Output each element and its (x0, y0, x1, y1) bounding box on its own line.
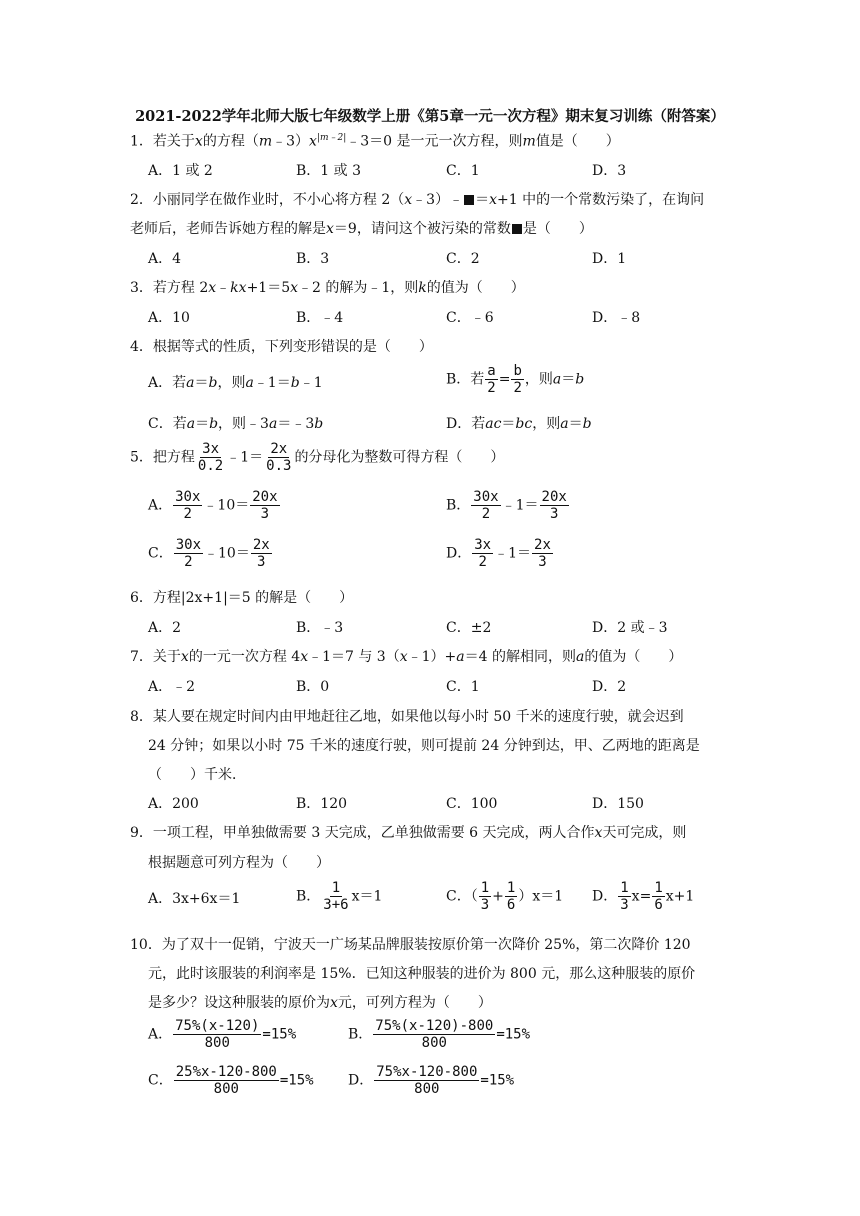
denominator: 0.2 (197, 458, 224, 474)
var: b (314, 416, 324, 432)
question-6-stem: 6．方程|2x+1|＝5 的解是（ ） (130, 590, 354, 606)
var: a (560, 416, 569, 432)
q5-option-b (446, 489, 570, 522)
q2-option-c: C．2 (446, 251, 480, 267)
q9-option-b (296, 880, 382, 913)
fraction (479, 880, 491, 913)
text: ﹣10＝ (204, 545, 250, 562)
question-2-stem-line1 (130, 189, 704, 209)
question-8-stem-line2: 24 分钟；如果以小时 75 千米的速度行驶，则可提前 24 分钟到达，甲、乙两地的距离是 (148, 738, 700, 754)
var: x (300, 649, 309, 665)
numerator: 1 (620, 880, 629, 896)
exponent: |m﹣2| (316, 133, 347, 143)
q8-option-c: C．100 (446, 796, 498, 812)
fraction (321, 880, 350, 913)
numerator: b (513, 363, 522, 379)
denominator: 2 (481, 506, 491, 522)
text: ，则 (217, 375, 246, 391)
var: b (575, 371, 585, 388)
fraction (485, 363, 497, 396)
text: + (492, 888, 504, 905)
denominator: 2 (478, 554, 487, 570)
var: x (309, 133, 317, 150)
fraction (471, 489, 500, 522)
numerator: 1 (506, 880, 516, 896)
q6-option-b: B．﹣3 (296, 620, 344, 636)
q4-option-b (446, 363, 584, 396)
q10-option-d (348, 1064, 514, 1097)
numerator: 2x (534, 537, 551, 553)
text: ﹣3＝0 是一元一次方程，则 (346, 133, 523, 150)
fraction (373, 1018, 495, 1051)
text: 是（ ） (522, 221, 593, 237)
denominator: 3 (620, 897, 629, 913)
q5-option-c (148, 537, 273, 570)
text: B． (348, 1026, 373, 1043)
denominator: 2 (184, 554, 193, 570)
q5-option-d (446, 537, 554, 570)
text: 的值为（ ） (584, 649, 683, 665)
var: m (258, 133, 273, 150)
question-10-stem-line2: 元，此时该服装的利润率是 15%．已知这种服装的进价为 800 元，那么这种服装的原价 (148, 966, 696, 982)
fraction (174, 1064, 279, 1097)
q6-option-c: C．±2 (446, 620, 492, 636)
fraction (505, 880, 517, 913)
text: D． (348, 1072, 374, 1089)
text: 的值为（ ） (426, 280, 525, 296)
numerator: 2x (252, 537, 270, 553)
q2-option-d: D．1 (592, 251, 627, 267)
question-8-stem-line3: （ ）千米． (148, 767, 246, 783)
var: k (418, 280, 427, 296)
text: 值是（ ） (535, 133, 620, 150)
question-2-stem-line2 (130, 218, 593, 238)
text: B． (446, 497, 471, 514)
fraction (511, 363, 523, 396)
q4-option-a (148, 372, 323, 392)
denominator: 3 (260, 506, 270, 522)
smudge-square-icon (512, 224, 522, 234)
text: ﹣ (216, 280, 231, 296)
var: x (594, 825, 603, 841)
text: ，则 (524, 371, 553, 388)
var: b (582, 416, 592, 432)
text: =15% (480, 1072, 515, 1089)
q7-option-d: D．2 (592, 679, 627, 695)
q10-option-c (148, 1064, 314, 1097)
text: =15% (496, 1026, 531, 1043)
q9-option-d (592, 880, 694, 913)
var: x (330, 995, 338, 1011)
q7-option-b: B．0 (296, 679, 330, 695)
var: bc (515, 416, 533, 432)
q7-option-c: C．1 (446, 679, 480, 695)
q8-option-b: B．120 (296, 796, 348, 812)
text: D． (592, 888, 618, 905)
fraction (540, 489, 569, 522)
q1-option-d: D．3 (592, 163, 627, 179)
text: ＝4 的解相同，则 (464, 649, 576, 665)
var: x (399, 649, 408, 665)
q3-option-a: A．10 (148, 310, 190, 326)
q3-option-c: C．﹣6 (446, 310, 494, 326)
numerator: 3x (202, 441, 219, 457)
text: 5．把方程 (130, 449, 195, 466)
var: x (326, 221, 334, 237)
smudge-square-icon (464, 195, 474, 205)
text: ﹣1＝ (226, 449, 264, 466)
denominator: 6 (506, 897, 516, 913)
text: +1 中的一个常数污染了，在询问 (497, 192, 705, 208)
var: m (522, 133, 536, 150)
text: 7．关于 (130, 649, 181, 665)
fraction (652, 880, 664, 913)
text: C．（ (446, 888, 478, 905)
q6-option-a: A．2 (148, 620, 182, 636)
q3-option-d: D．﹣8 (592, 310, 641, 326)
text: ﹣1＝ (501, 497, 539, 514)
var: x (194, 133, 203, 150)
text: ）x＝1 (518, 888, 564, 905)
numerator: 30x (175, 489, 201, 505)
numerator: 20x (252, 489, 278, 505)
text: C． (148, 545, 173, 562)
text: ＝ (194, 375, 209, 391)
text: 天可完成，则 (602, 825, 687, 841)
numerator: 30x (473, 489, 499, 505)
denominator: 3+6 (323, 897, 349, 913)
text: B． (296, 888, 321, 905)
q1-option-a: A．1 或 2 (148, 163, 213, 179)
text: 的方程（ (202, 133, 259, 150)
q6-option-d: D．2 或﹣3 (592, 620, 668, 636)
question-5-stem (130, 441, 504, 474)
q1-option-c: C．1 (446, 163, 480, 179)
text: ＝ (501, 416, 516, 432)
numerator: 20x (541, 489, 567, 505)
fraction (250, 489, 279, 522)
text: ，则﹣3 (218, 416, 269, 432)
numerator: 75%x-120-800 (376, 1064, 478, 1080)
text: x= (631, 888, 652, 905)
text: ＝ (195, 416, 210, 432)
q8-option-d: D．150 (592, 796, 644, 812)
var: x (180, 649, 189, 665)
denominator: 3 (257, 554, 266, 570)
text: D．若 (446, 416, 486, 432)
fraction (618, 880, 630, 913)
denominator: 3 (549, 506, 559, 522)
fraction (532, 537, 553, 570)
question-7-stem (130, 646, 682, 666)
text: ＝9，请问这个被污染的常数 (333, 221, 511, 237)
question-9-stem-line1 (130, 822, 686, 842)
text: 2．小丽同学在做作业时，不小心将方程 2（ (130, 192, 405, 208)
text: 的一元一次方程 4 (188, 649, 301, 665)
q4-option-c (148, 413, 323, 433)
q9-option-a: A．3x+6x＝1 (148, 891, 241, 907)
var: a (186, 416, 196, 432)
text: D． (446, 545, 472, 562)
var: b (209, 416, 219, 432)
var: b (208, 375, 218, 391)
var: a (245, 375, 254, 391)
text: 的分母化为整数可得方程（ ） (294, 449, 505, 466)
text: ﹣1＝ (494, 545, 532, 562)
text: A．若 (148, 375, 187, 391)
fraction (174, 537, 203, 570)
denominator: 3 (538, 554, 547, 570)
var: x (290, 280, 299, 296)
text: ﹣10＝ (203, 497, 250, 514)
text: 1．若关于 (130, 133, 195, 150)
text: +1＝5 (246, 280, 291, 296)
q5-option-a (148, 489, 281, 522)
denominator: 2 (183, 506, 192, 522)
question-9-stem-line2: 根据题意可列方程为（ ） (148, 855, 330, 871)
text: ﹣1＝7 与 3（ (308, 649, 400, 665)
text: ﹣3）﹣ (412, 192, 464, 208)
text: ＝﹣3 (277, 416, 315, 432)
text: C．若 (148, 416, 187, 432)
var: a (268, 416, 278, 432)
numerator: 30x (175, 537, 202, 553)
page-title: 2021-2022学年北师大版七年级数学上册《第5章一元一次方程》期末复习训练（附答案） (135, 108, 725, 125)
numerator: 1 (480, 880, 490, 896)
question-3-stem (130, 277, 525, 297)
fraction (472, 537, 493, 570)
q2-option-a: A．4 (148, 251, 182, 267)
fraction (173, 1018, 261, 1051)
var: a (575, 649, 585, 665)
text: B．若 (446, 371, 485, 388)
numerator: 25%x-120-800 (175, 1064, 277, 1080)
q10-option-b (348, 1018, 530, 1051)
question-10-stem-line1: 10．为了双十一促销，宁波天一广场某品牌服装按原价第一次降价 25%，第二次降价 120 (130, 937, 691, 953)
numerator: 2x (270, 441, 288, 457)
text: ﹣1）+ (407, 649, 457, 665)
denominator: 3 (480, 897, 490, 913)
text: ﹣1 (299, 375, 323, 391)
numerator: 75%(x-120)-800 (375, 1018, 494, 1034)
q10-option-a (148, 1018, 296, 1051)
text: A． (148, 1026, 173, 1043)
text: 3．若方程 2 (130, 280, 209, 296)
var: a (552, 371, 562, 388)
q7-option-a: A．﹣2 (148, 679, 196, 695)
var: b (290, 375, 300, 391)
text: x＝1 (351, 888, 383, 905)
fraction (173, 489, 202, 522)
text: 元，可列方程为（ ） (337, 995, 492, 1011)
text: ﹣3） (272, 133, 310, 150)
text: =15% (279, 1072, 314, 1089)
numerator: a (487, 363, 496, 379)
var: ac (485, 416, 502, 432)
q4-option-d (446, 413, 592, 433)
numerator: 1 (654, 880, 663, 896)
q9-option-c (446, 880, 563, 913)
var: x (208, 280, 217, 296)
text: ＝ (561, 371, 576, 388)
text: ，则 (532, 416, 561, 432)
numerator: 75%(x-120) (175, 1018, 260, 1034)
denominator: 0.3 (266, 458, 292, 474)
numerator: 3x (474, 537, 492, 553)
text: ＝ (475, 192, 490, 208)
q3-option-b: B．﹣4 (296, 310, 344, 326)
q2-option-b: B．3 (296, 251, 330, 267)
denominator: 2 (513, 380, 522, 396)
fraction (374, 1064, 479, 1097)
denominator: 800 (204, 1035, 230, 1051)
text: ﹣1＝ (253, 375, 291, 391)
text: x+1 (665, 888, 695, 905)
denominator: 800 (421, 1035, 447, 1051)
var: a (456, 649, 465, 665)
question-4-stem: 4．根据等式的性质，下列变形错误的是（ ） (130, 339, 433, 355)
denominator: 800 (213, 1081, 239, 1097)
var: a (186, 375, 195, 391)
text: ﹣2 的解为﹣1，则 (298, 280, 419, 296)
text: =15% (262, 1026, 297, 1043)
fraction (196, 441, 225, 474)
numerator: 1 (331, 880, 341, 896)
question-10-stem-line3 (148, 992, 492, 1012)
question-8-stem-line1: 8．某人要在规定时间内由甲地赶往乙地，如果他以每小时 50 千米的速度行驶，就会迟到 (130, 709, 684, 725)
text: 是多少？设这种服装的原价为 (148, 995, 330, 1011)
text: A． (148, 497, 173, 514)
text: ＝ (568, 416, 583, 432)
q8-option-a: A．200 (148, 796, 199, 812)
var: kx (230, 280, 247, 296)
denominator: 2 (487, 380, 496, 396)
fraction (264, 441, 293, 474)
text: 老师后，老师告诉她方程的解是 (130, 221, 326, 237)
denominator: 800 (414, 1081, 440, 1097)
fraction (251, 537, 272, 570)
q1-option-b: B．1 或 3 (296, 163, 362, 179)
var: x (404, 192, 413, 208)
text: C． (148, 1072, 173, 1089)
denominator: 6 (654, 897, 663, 913)
var: x (489, 192, 497, 208)
text: 9．一项工程，甲单独做需要 3 天完成，乙单独做需要 6 天完成，两人合作 (130, 825, 595, 841)
text: = (498, 371, 511, 388)
question-1-stem (130, 130, 620, 151)
